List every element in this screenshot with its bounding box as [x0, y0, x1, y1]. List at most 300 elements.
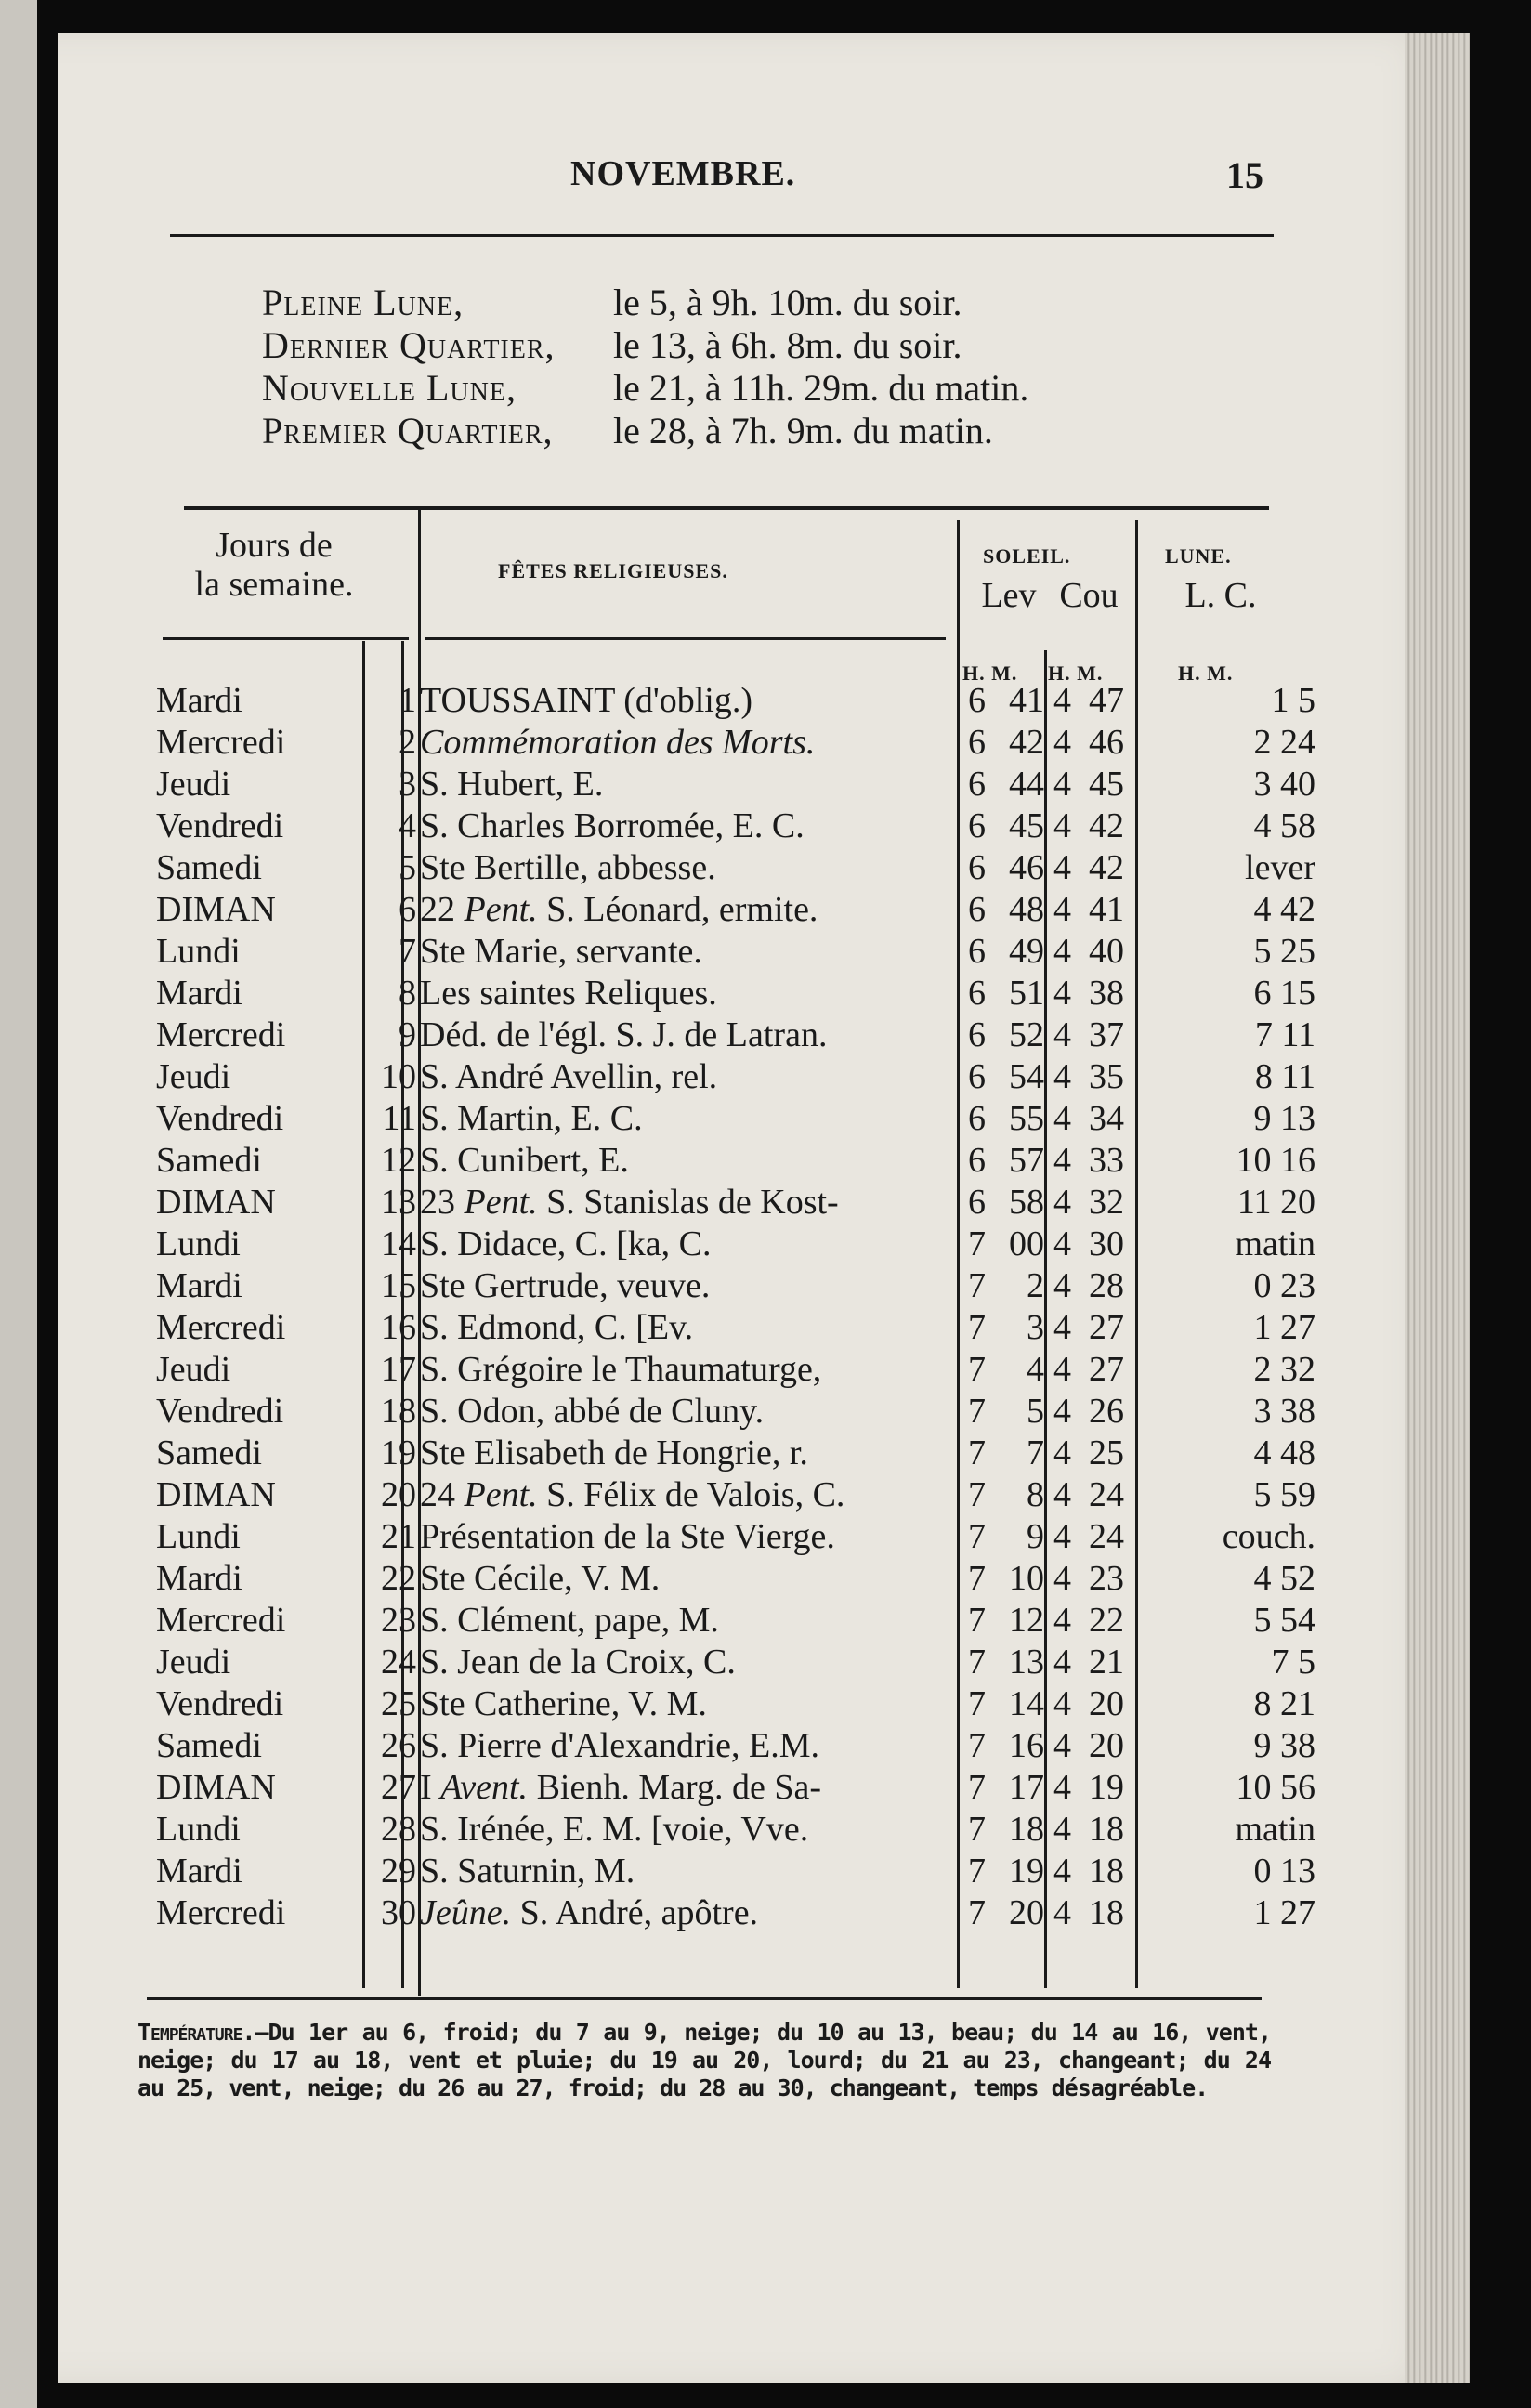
table-row — [156, 1307, 1315, 1349]
table-row — [156, 1474, 1315, 1516]
row-fete: Ste Catherine, V. M. — [420, 1684, 707, 1723]
moon-time: 1 27 — [1253, 1308, 1315, 1347]
sunrise-hour: 6 — [968, 974, 986, 1013]
temperature-label: Température. — [137, 2019, 255, 2046]
row-day: Mardi — [156, 1559, 242, 1598]
table-row — [156, 1224, 1315, 1265]
moon-time: 9 13 — [1253, 1099, 1315, 1138]
temperature-note — [137, 2019, 1271, 2102]
moon-time: 2 24 — [1253, 723, 1315, 762]
moon-time: 0 23 — [1253, 1266, 1315, 1305]
row-fete: S. Grégoire le Thaumaturge, — [420, 1350, 822, 1389]
sunrise-min: 4 — [1027, 1350, 1044, 1389]
col-header-days-line1: Jours de — [216, 526, 333, 565]
row-date: 19 — [381, 1433, 416, 1472]
header-bottom-rule-mid — [425, 637, 946, 640]
sunset-min: 23 — [1089, 1559, 1124, 1598]
row-fete: Ste Gertrude, veuve. — [420, 1266, 711, 1305]
row-day: Mardi — [156, 681, 242, 720]
sunrise-min: 16 — [1009, 1726, 1044, 1765]
row-fete: TOUSSAINT (d'oblig.) — [420, 681, 753, 720]
moon-time: couch. — [1222, 1517, 1315, 1556]
sunset-hour: 4 — [1053, 1684, 1071, 1723]
row-fete: S. Odon, abbé de Cluny. — [420, 1392, 765, 1431]
table-row — [156, 722, 1315, 764]
table-row — [156, 1516, 1315, 1558]
table-row — [156, 764, 1315, 805]
row-day: DIMAN — [156, 1475, 276, 1514]
sunset-min: 21 — [1089, 1642, 1124, 1682]
sunrise-min: 46 — [1009, 848, 1044, 887]
sunset-min: 18 — [1089, 1893, 1124, 1932]
table-row — [156, 1056, 1315, 1098]
header-rule — [170, 234, 1274, 237]
sunrise-hour: 6 — [968, 1183, 986, 1222]
row-date: 11 — [382, 1099, 416, 1138]
sunrise-hour: 7 — [968, 1684, 986, 1723]
subhead-lev-hm: H. M. — [962, 661, 1018, 685]
sunrise-min: 2 — [1027, 1266, 1044, 1305]
sunset-min: 47 — [1089, 681, 1124, 720]
sunrise-min: 7 — [1027, 1433, 1044, 1472]
sunrise-hour: 7 — [968, 1517, 986, 1556]
sunrise-min: 18 — [1009, 1810, 1044, 1849]
col-header-lune-c: C. — [1223, 576, 1257, 615]
row-day: Mercredi — [156, 1893, 286, 1932]
table-row — [156, 1098, 1315, 1140]
row-fete: S. Martin, E. C. — [420, 1099, 643, 1138]
sunset-hour: 4 — [1053, 1433, 1071, 1472]
sunset-min: 18 — [1089, 1810, 1124, 1849]
sunset-min: 38 — [1089, 974, 1124, 1013]
col-header-days — [158, 526, 390, 604]
moon-time: 11 20 — [1237, 1183, 1315, 1222]
row-day: Vendredi — [156, 1099, 284, 1138]
sunrise-min: 57 — [1009, 1141, 1044, 1180]
table-row — [156, 1767, 1315, 1809]
sunrise-hour: 7 — [968, 1224, 986, 1263]
sunset-hour: 4 — [1053, 806, 1071, 845]
sunset-min: 40 — [1089, 932, 1124, 971]
sunset-hour: 4 — [1053, 1224, 1071, 1263]
row-day: Mercredi — [156, 1308, 286, 1347]
sunrise-hour: 7 — [968, 1475, 986, 1514]
row-date: 5 — [399, 848, 416, 887]
row-date: 20 — [381, 1475, 416, 1514]
moon-time: 2 32 — [1253, 1350, 1315, 1389]
sunrise-hour: 7 — [968, 1266, 986, 1305]
sunrise-hour: 7 — [968, 1642, 986, 1682]
table-row — [156, 1642, 1315, 1683]
phase-row — [262, 281, 1028, 324]
sunrise-min: 17 — [1009, 1768, 1044, 1807]
sunrise-min: 45 — [1009, 806, 1044, 845]
row-day: Lundi — [156, 932, 241, 971]
table-row — [156, 1014, 1315, 1056]
moon-time: 9 38 — [1253, 1726, 1315, 1765]
row-day: Vendredi — [156, 1392, 284, 1431]
table-row — [156, 1349, 1315, 1391]
row-fete: S. Saturnin, M. — [420, 1852, 635, 1891]
table-row — [156, 1433, 1315, 1474]
sunset-min: 46 — [1089, 723, 1124, 762]
sunset-min: 22 — [1089, 1601, 1124, 1640]
sunrise-hour: 6 — [968, 1015, 986, 1054]
moon-time: 10 56 — [1236, 1768, 1315, 1807]
moon-time: 4 42 — [1253, 890, 1315, 929]
sunset-hour: 4 — [1053, 974, 1071, 1013]
row-date: 15 — [381, 1266, 416, 1305]
header-bottom-rule-left — [163, 637, 409, 640]
row-date: 29 — [381, 1852, 416, 1891]
row-fete: Les saintes Reliques. — [420, 974, 717, 1013]
row-date: 17 — [381, 1350, 416, 1389]
moon-time: 7 11 — [1254, 1015, 1315, 1054]
sunset-min: 37 — [1089, 1015, 1124, 1054]
sunrise-hour: 7 — [968, 1810, 986, 1849]
moon-time: 4 58 — [1253, 806, 1315, 845]
table-row — [156, 973, 1315, 1014]
col-header-soleil: SOLEIL. — [983, 544, 1071, 568]
row-fete: S. André Avellin, rel. — [420, 1057, 718, 1096]
row-fete: 23 Pent. S. Stanislas de Kost- — [420, 1183, 839, 1222]
row-day: Samedi — [156, 1433, 262, 1472]
row-fete: 24 Pent. S. Félix de Valois, C. — [420, 1475, 845, 1514]
table-row — [156, 805, 1315, 847]
sunrise-hour: 7 — [968, 1308, 986, 1347]
phase-desc: le 5, à 9h. 10m. du soir. — [613, 281, 962, 323]
sunset-min: 32 — [1089, 1183, 1124, 1222]
row-fete: Ste Marie, servante. — [420, 932, 702, 971]
row-date: 9 — [399, 1015, 416, 1054]
row-date: 27 — [381, 1768, 416, 1807]
row-fete: S. Clément, pape, M. — [420, 1601, 719, 1640]
moon-time: 4 48 — [1253, 1433, 1315, 1472]
row-day: Samedi — [156, 848, 262, 887]
table-row — [156, 1140, 1315, 1182]
table-row — [156, 1600, 1315, 1642]
sunrise-hour: 7 — [968, 1768, 986, 1807]
row-date: 10 — [381, 1057, 416, 1096]
sunrise-min: 55 — [1009, 1099, 1044, 1138]
moon-time: matin — [1235, 1224, 1315, 1263]
row-date: 24 — [381, 1642, 416, 1682]
row-day: Jeudi — [156, 1350, 231, 1389]
table-row — [156, 1391, 1315, 1433]
sunrise-min: 20 — [1009, 1893, 1044, 1932]
row-fete: S. Cunibert, E. — [420, 1141, 629, 1180]
sunset-hour: 4 — [1053, 1475, 1071, 1514]
sunset-hour: 4 — [1053, 1642, 1071, 1682]
month-title: NOVEMBRE. — [570, 154, 796, 193]
row-date: 25 — [381, 1684, 416, 1723]
sunset-hour: 4 — [1053, 1015, 1071, 1054]
row-day: DIMAN — [156, 1183, 276, 1222]
sunset-hour: 4 — [1053, 932, 1071, 971]
row-date: 26 — [381, 1726, 416, 1765]
row-date: 13 — [381, 1183, 416, 1222]
moon-time: 7 5 — [1271, 1642, 1315, 1682]
row-date: 6 — [399, 890, 416, 929]
row-day: Lundi — [156, 1810, 241, 1849]
sunset-min: 42 — [1089, 806, 1124, 845]
facing-page-edge — [0, 0, 37, 2408]
row-fete: S. Hubert, E. — [420, 765, 604, 804]
page-number: 15 — [1226, 154, 1263, 196]
row-fete: Ste Bertille, abbesse. — [420, 848, 716, 887]
sunset-hour: 4 — [1053, 848, 1071, 887]
table-row — [156, 1809, 1315, 1851]
row-fete: Jeûne. S. André, apôtre. — [420, 1893, 759, 1932]
sunset-hour: 4 — [1053, 1768, 1071, 1807]
moon-phases — [262, 281, 1028, 452]
sunrise-min: 49 — [1009, 932, 1044, 971]
phase-desc: le 28, à 7h. 9m. du matin. — [613, 410, 993, 452]
phase-name: Nouvelle Lune, — [262, 367, 517, 409]
table-row — [156, 680, 1315, 722]
table-row — [156, 889, 1315, 931]
sunrise-hour: 7 — [968, 1350, 986, 1389]
sunset-hour: 4 — [1053, 765, 1071, 804]
sunrise-min: 48 — [1009, 890, 1044, 929]
sunrise-hour: 6 — [968, 848, 986, 887]
col-header-soleil-cou: Cou — [1059, 576, 1119, 615]
row-day: DIMAN — [156, 1768, 276, 1807]
col-header-lune-l: L. — [1184, 576, 1216, 615]
row-date: 30 — [381, 1893, 416, 1932]
sunset-hour: 4 — [1053, 1308, 1071, 1347]
sunrise-hour: 7 — [968, 1852, 986, 1891]
sunrise-min: 52 — [1009, 1015, 1044, 1054]
table-row — [156, 1892, 1315, 1934]
row-day: Mardi — [156, 1852, 242, 1891]
sunset-hour: 4 — [1053, 1810, 1071, 1849]
sunrise-min: 44 — [1009, 765, 1044, 804]
sunrise-hour: 7 — [968, 1726, 986, 1765]
sunset-min: 19 — [1089, 1768, 1124, 1807]
sunrise-min: 3 — [1027, 1308, 1044, 1347]
col-header-lune-lc — [1165, 576, 1276, 615]
row-day: Mercredi — [156, 1015, 286, 1054]
sunset-min: 41 — [1089, 890, 1124, 929]
moon-time: 1 27 — [1253, 1893, 1315, 1932]
sunrise-min: 14 — [1009, 1684, 1044, 1723]
sunrise-hour: 6 — [968, 1099, 986, 1138]
phase-name: Pleine Lune, — [262, 281, 465, 323]
sunset-min: 25 — [1089, 1433, 1124, 1472]
row-day: Vendredi — [156, 1684, 284, 1723]
sunset-hour: 4 — [1053, 890, 1071, 929]
sunrise-hour: 6 — [968, 681, 986, 720]
sunset-hour: 4 — [1053, 1350, 1071, 1389]
sunrise-hour: 7 — [968, 1559, 986, 1598]
moon-time: 4 52 — [1253, 1559, 1315, 1598]
row-fete: Présentation de la Ste Vierge. — [420, 1517, 835, 1556]
row-date: 12 — [381, 1141, 416, 1180]
table-row — [156, 1851, 1315, 1892]
sunrise-hour: 7 — [968, 1601, 986, 1640]
row-date: 2 — [399, 723, 416, 762]
sunset-min: 30 — [1089, 1224, 1124, 1263]
sunrise-min: 8 — [1027, 1475, 1044, 1514]
row-day: Mardi — [156, 1266, 242, 1305]
sunrise-hour: 6 — [968, 765, 986, 804]
col-header-days-line2: la semaine. — [194, 565, 354, 604]
sunrise-min: 19 — [1009, 1852, 1044, 1891]
sunrise-hour: 6 — [968, 1057, 986, 1096]
row-date: 23 — [381, 1601, 416, 1640]
row-fete: 22 Pent. S. Léonard, ermite. — [420, 890, 818, 929]
row-date: 28 — [381, 1810, 416, 1849]
row-day: Samedi — [156, 1726, 262, 1765]
row-fete: S. Charles Borromée, E. C. — [420, 806, 805, 845]
moon-time: 8 11 — [1254, 1057, 1315, 1096]
sunrise-hour: 7 — [968, 1433, 986, 1472]
sunset-min: 33 — [1089, 1141, 1124, 1180]
moon-time: 0 13 — [1253, 1852, 1315, 1891]
subhead-cou-hm: H. M. — [1048, 661, 1104, 685]
table-row — [156, 1683, 1315, 1725]
sunset-min: 27 — [1089, 1308, 1124, 1347]
sunrise-hour: 6 — [968, 1141, 986, 1180]
sunset-hour: 4 — [1053, 1517, 1071, 1556]
sunrise-min: 5 — [1027, 1392, 1044, 1431]
phase-row — [262, 367, 1028, 410]
row-date: 8 — [399, 974, 416, 1013]
row-day: Jeudi — [156, 1642, 231, 1682]
sunrise-min: 41 — [1009, 681, 1044, 720]
col-header-soleil-lev: Lev — [981, 576, 1037, 615]
table-row — [156, 847, 1315, 889]
phase-name: Dernier Quartier, — [262, 324, 556, 366]
sunrise-hour: 6 — [968, 723, 986, 762]
phase-name: Premier Quartier, — [262, 410, 554, 452]
sunrise-hour: 6 — [968, 806, 986, 845]
row-day: Jeudi — [156, 1057, 231, 1096]
table-row — [156, 1725, 1315, 1767]
running-header — [0, 116, 1531, 196]
phase-desc: le 21, à 11h. 29m. du matin. — [613, 367, 1029, 409]
moon-time: lever — [1245, 848, 1315, 887]
sunset-hour: 4 — [1053, 1266, 1071, 1305]
row-day: Samedi — [156, 1141, 262, 1180]
sunset-min: 24 — [1089, 1475, 1124, 1514]
sunset-min: 26 — [1089, 1392, 1124, 1431]
sunrise-min: 42 — [1009, 723, 1044, 762]
sunset-hour: 4 — [1053, 1392, 1071, 1431]
row-date: 22 — [381, 1559, 416, 1598]
phase-row — [262, 324, 1028, 367]
row-date: 16 — [381, 1308, 416, 1347]
row-fete: S. Edmond, C. [Ev. — [420, 1308, 694, 1347]
col-header-fetes: FÊTES RELIGIEUSES. — [498, 559, 728, 582]
row-fete: S. Jean de la Croix, C. — [420, 1642, 736, 1682]
phase-desc: le 13, à 6h. 8m. du soir. — [613, 324, 962, 366]
row-day: DIMAN — [156, 890, 276, 929]
sunset-min: 34 — [1089, 1099, 1124, 1138]
subhead-lune-hm: H. M. — [1178, 661, 1234, 685]
sunrise-min: 12 — [1009, 1601, 1044, 1640]
sunset-min: 45 — [1089, 765, 1124, 804]
table-row — [156, 1182, 1315, 1224]
row-date: 21 — [381, 1517, 416, 1556]
sunrise-min: 54 — [1009, 1057, 1044, 1096]
page-edges — [1405, 33, 1470, 2383]
sunset-hour: 4 — [1053, 1141, 1071, 1180]
table-row — [156, 931, 1315, 973]
sunrise-hour: 7 — [968, 1392, 986, 1431]
row-date: 14 — [381, 1224, 416, 1263]
moon-time: 3 40 — [1253, 765, 1315, 804]
sunrise-min: 51 — [1009, 974, 1044, 1013]
sunset-min: 20 — [1089, 1684, 1124, 1723]
sunset-hour: 4 — [1053, 1099, 1071, 1138]
table-row — [156, 1265, 1315, 1307]
moon-time: 3 38 — [1253, 1392, 1315, 1431]
sunset-hour: 4 — [1053, 681, 1071, 720]
row-fete: Ste Elisabeth de Hongrie, r. — [420, 1433, 808, 1472]
row-date: 1 — [399, 681, 416, 720]
sunset-min: 42 — [1089, 848, 1124, 887]
row-day: Jeudi — [156, 765, 231, 804]
sunrise-min: 9 — [1027, 1517, 1044, 1556]
sunrise-min: 00 — [1009, 1224, 1044, 1263]
book-gutter — [37, 0, 58, 2408]
table-bottom-rule — [147, 1997, 1262, 2000]
sunset-min: 18 — [1089, 1852, 1124, 1891]
sunrise-min: 13 — [1009, 1642, 1044, 1682]
row-date: 4 — [399, 806, 416, 845]
sunset-hour: 4 — [1053, 1183, 1071, 1222]
row-date: 18 — [381, 1392, 416, 1431]
sunrise-hour: 6 — [968, 890, 986, 929]
sunrise-hour: 7 — [968, 1893, 986, 1932]
moon-time: 10 16 — [1236, 1141, 1315, 1180]
sunset-min: 35 — [1089, 1057, 1124, 1096]
row-fete: Déd. de l'égl. S. J. de Latran. — [420, 1015, 828, 1054]
col-header-lune: LUNE. — [1165, 544, 1232, 568]
row-fete: I Avent. Bienh. Marg. de Sa- — [420, 1768, 821, 1807]
phase-row — [262, 410, 1028, 452]
moon-time: 5 54 — [1253, 1601, 1315, 1640]
row-day: Lundi — [156, 1517, 241, 1556]
table-row — [156, 1558, 1315, 1600]
sunset-hour: 4 — [1053, 1852, 1071, 1891]
row-day: Lundi — [156, 1224, 241, 1263]
sunrise-min: 58 — [1009, 1183, 1044, 1222]
moon-time: 5 59 — [1253, 1475, 1315, 1514]
moon-time: 5 25 — [1253, 932, 1315, 971]
row-date: 3 — [399, 765, 416, 804]
moon-time: 8 21 — [1253, 1684, 1315, 1723]
row-fete: S. Pierre d'Alexandrie, E.M. — [420, 1726, 820, 1765]
row-day: Mercredi — [156, 1601, 286, 1640]
row-fete: Commémoration des Morts. — [420, 723, 816, 762]
row-day: Vendredi — [156, 806, 284, 845]
moon-time: matin — [1235, 1810, 1315, 1849]
moon-time: 6 15 — [1253, 974, 1315, 1013]
row-fete: S. Didace, C. [ka, C. — [420, 1224, 712, 1263]
row-date: 7 — [399, 932, 416, 971]
row-day: Mardi — [156, 974, 242, 1013]
row-day: Mercredi — [156, 723, 286, 762]
table-top-rule — [184, 506, 1269, 510]
sunrise-min: 10 — [1009, 1559, 1044, 1598]
sunset-hour: 4 — [1053, 1601, 1071, 1640]
sunset-hour: 4 — [1053, 1559, 1071, 1598]
sunrise-hour: 6 — [968, 932, 986, 971]
row-fete: S. Irénée, E. M. [voie, Vve. — [420, 1810, 809, 1849]
